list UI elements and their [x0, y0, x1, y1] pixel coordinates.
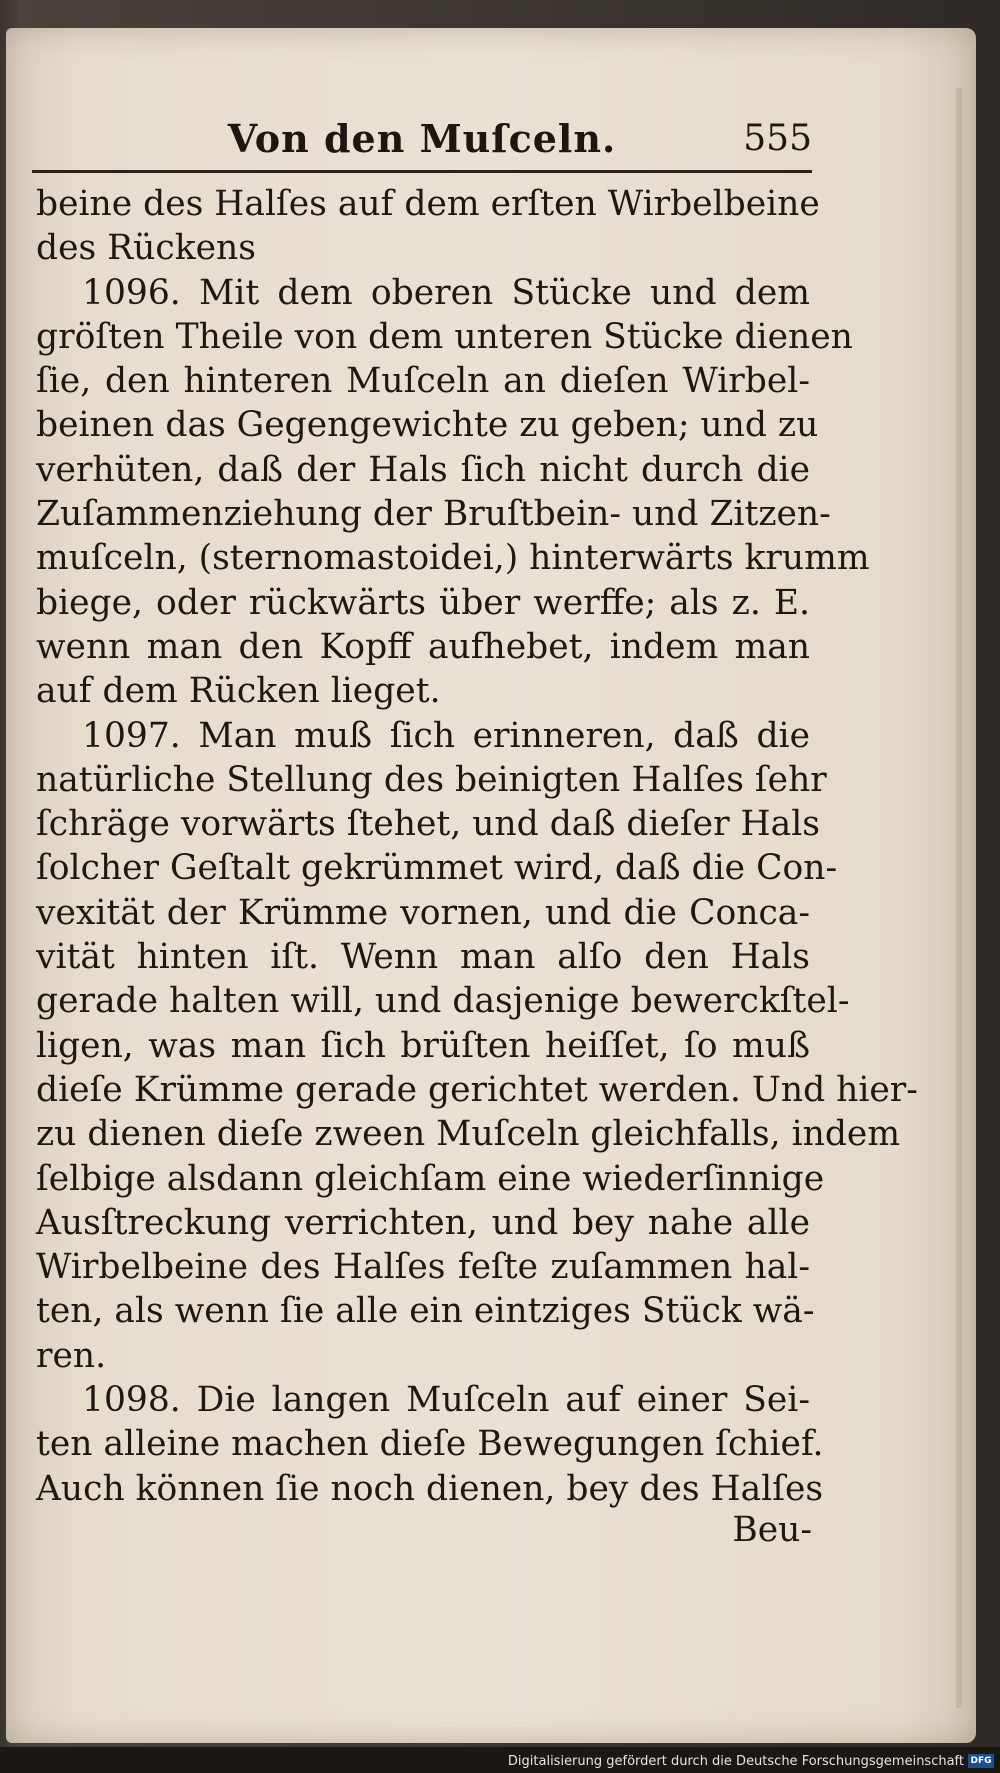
running-title: Von den Muſceln.	[227, 116, 617, 161]
text-line: ten alleine machen dieſe Bewegungen ſchief.	[36, 1424, 824, 1465]
text-line: gerade halten will, und dasjenige bewerckſtel-	[36, 981, 850, 1022]
body-text	[36, 182, 918, 1511]
text-line: dieſe Krümme gerade gerichtet werden. Und hier-	[36, 1069, 918, 1110]
page-edge	[956, 88, 962, 1708]
text-line: ligen, was man ſich brüſten heiſſet, ſo muß	[36, 1025, 810, 1066]
text-line: auf dem Rücken lieget.	[36, 671, 441, 712]
dfg-logo: DFG	[968, 1754, 994, 1768]
footer-bar	[0, 1747, 1000, 1773]
text-line: beinen das Gegengewichte zu geben; und zu	[36, 405, 819, 446]
text-line: ſolcher Geſtalt gekrümmet wird, daß die Con-	[36, 848, 838, 889]
text-line: ſie, den hinteren Muſceln an dieſen Wirbel-	[36, 361, 810, 402]
text-line: ſchräge vorwärts ſtehet, und daß dieſer Hals	[36, 804, 820, 845]
text-line: zu dienen dieſe zween Muſceln gleichfalls, indem	[36, 1114, 901, 1155]
page-header	[32, 108, 812, 168]
text-line: ſelbige alsdann gleichſam eine wiederſinnige	[36, 1158, 825, 1199]
paragraph-start-1098: 1098. Die langen Muſceln auf einer Sei-	[82, 1380, 810, 1421]
text-line: Auch können ſie noch dienen, bey des Halſes	[36, 1468, 824, 1509]
footer-credit: Digitalisierung gefördert durch die Deutsche Forschungsgemeinschaft	[507, 1754, 964, 1769]
text-line: Ausſtreckung verrichten, und bey nahe alle	[36, 1202, 810, 1243]
text-line: vexität der Krümme vornen, und die Conca-	[36, 892, 810, 933]
text-line: gröſten Theile von dem unteren Stücke dienen	[36, 316, 853, 357]
text-line: wenn man den Kopff aufhebet, indem man	[36, 626, 810, 667]
text-line: ren.	[36, 1335, 107, 1376]
text-line: biege, oder rückwärts über werffe; als z. E.	[36, 582, 810, 623]
text-line: beine des Halſes auf dem erſten Wirbelbeine	[36, 184, 820, 224]
text-line: ten, als wenn ſie alle ein eintziges Stück wä-	[36, 1291, 815, 1332]
paragraph-start-1097: 1097. Man muß ſich erinneren, daß die	[82, 715, 810, 756]
text-line: verhüten, daß der Hals ſich nicht durch die	[36, 449, 810, 490]
catchword: Beu-	[732, 1510, 812, 1550]
text-line: muſceln, (sternomastoidei,) hinterwärts krumm	[36, 538, 870, 579]
text-line: Wirbelbeine des Halſes feſte zuſammen hal-	[36, 1247, 810, 1288]
header-rule	[32, 170, 812, 173]
text-line: natürliche Stellung des beinigten Halſes ſehr	[36, 759, 827, 800]
text-line: Zuſammenziehung der Bruſtbein- und Zitzen-	[36, 494, 831, 535]
page-number: 555	[743, 118, 812, 159]
text-line: des Rückens	[36, 228, 256, 269]
text-line: vität hinten iſt. Wenn man alſo den Hals	[36, 937, 810, 978]
paragraph-start-1096: 1096. Mit dem oberen Stücke und dem	[82, 272, 810, 313]
